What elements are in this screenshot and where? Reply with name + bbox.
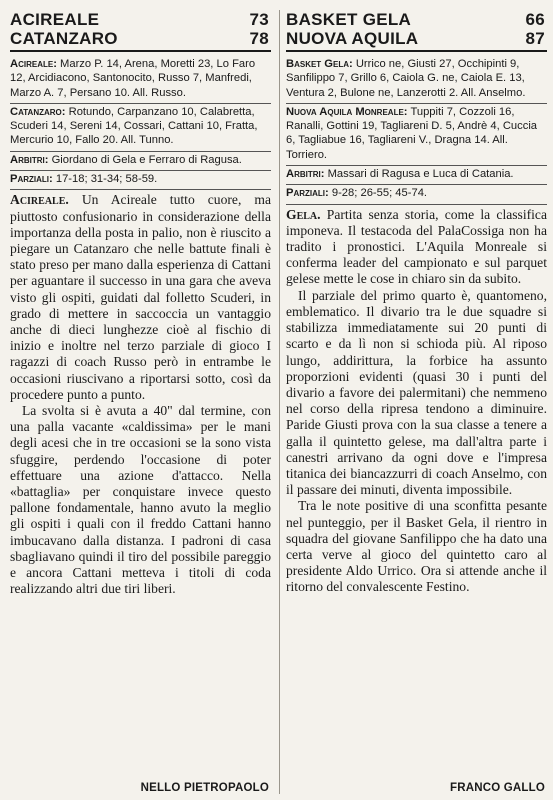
score-row-away xyxy=(286,29,547,52)
referees xyxy=(286,166,547,185)
score-home: 66 xyxy=(525,10,545,29)
roster-home-label: Acireale: xyxy=(10,58,57,70)
partials xyxy=(286,185,547,204)
paragraph xyxy=(10,192,271,403)
team-away: NUOVA AQUILA xyxy=(286,29,419,48)
partials-label: Parziali: xyxy=(286,187,329,200)
paragraph: La svolta si è avuta a 40" dal termine, con una palla vacante «caldissima» per le mani degli acesi che in tre occasioni se la sono vista sfuggire, perdendo l'occasione di poter effettuare una azione d'attacco. Nella «battaglia» per conquistare invece questo pallone fondamentale, hanno avuto la meglio gli ospiti i quali con il freddo Cattani hanno imbucavano dalla distanza. I padroni di casa sbagliavano quindi il tiro del possibile pareggio e ancora Cattani metteva i titoli di coda realizzando altri due tiri liberi. xyxy=(10,403,271,597)
roster-away xyxy=(10,104,271,152)
paragraph: Il parziale del primo quarto è, quantomeno, emblematico. Il divario tra le due squadre si stabilizza immediatamente sui 20 punti di scarto e da lì non si schioda più. Al riposo lungo, addirittura, la forbice ha assunto proporzioni evidenti (quasi 30 i punti del divario a favore dei palermitani) che nemmeno nel corso della ripresa tendono a diminuire. Paride Giusti prova con la sua classe a tenere a galla il quintetto gelese, ma dall'altra parte i canestri arrivano da ogni dove e l'impresa titanica dei biancazzurri di coach Anselmo, con il passare dei minuti, diventa impossibile. xyxy=(286,287,547,498)
score-row-home xyxy=(286,10,547,29)
score-home: 73 xyxy=(249,10,269,29)
team-away: CATANZARO xyxy=(10,29,118,48)
roster-home xyxy=(10,56,271,104)
partials-text: 9-28; 26-55; 45-74. xyxy=(331,187,428,200)
author-signature: FRANCO GALLO xyxy=(449,782,545,794)
article-gela-aquila xyxy=(279,10,547,794)
score-away: 87 xyxy=(525,29,545,48)
referees-label: Arbitri: xyxy=(286,168,325,181)
score-row-home xyxy=(10,10,271,29)
referees xyxy=(10,152,271,171)
author-signature: NELLO PIETROPAOLO xyxy=(140,782,269,794)
roster-away-text: Tuppiti 7, Cozzoli 16, Ranalli, Gottini 19, Tagliareni D. 5, Andrè 4, Cuccia 6, Tagliabue 16, Tagliareni V., Dragna 14. All. Torriero. xyxy=(286,105,538,161)
team-home: ACIREALE xyxy=(10,10,100,29)
team-home: BASKET GELA xyxy=(286,10,412,29)
roster-away-label: Catanzaro: xyxy=(10,105,66,118)
paragraph-text: Un Acireale tutto cuore, ma piuttosto confusionario in considerazione della importanza della posta in palio, non è riuscito a piegare un Catanzaro che nelle battute finali è stato preso per mano dalla esperienza di Cattani per aguantare il successo in una gara che aveva visto gli ospiti, guidati dal folletto Scuderi, in grado di mettere in saccoccia un vantaggio anche di dieci lunghezze cioè al fischio di inizio e inoltre nel terzo parziale di gioco I ragazzi di coach Russo però in entrambe le occasioni riuscivano a riportarsi sotto, così da procedere punto a punto. xyxy=(10,192,271,402)
paragraph-text: Partita senza storia, come la classifica imponeva. Il testacoda del PalaCossiga non ha tradito i pronostici. L'Aquila Monreale si conferma leader del campionato e sul parquet gelese mette le cose in chiaro sin da subito. xyxy=(286,206,547,287)
paragraph: Tra le note positive di una sconfitta pesante nel punteggio, per il Basket Gela, il rientro in squadra del giovane Sanfilippo che ha dato una certa verve al gioco del quintetto caro al presidente Aldo Urrico. Ora si attende anche il ritorno del convalescente Festino. xyxy=(286,498,547,595)
partials xyxy=(10,171,271,190)
roster-away-text: Rotundo, Carpanzano 10, Calabretta, Scuderi 14, Sereni 14, Cossari, Cattani 10, Fratta, Mercurio 10, Fallo 20. All. Tunno. xyxy=(10,105,258,147)
roster-home-text: Marzo P. 14, Arena, Moretti 23, Lo Faro 12, Arcidiacono, Santonocito, Russo 7, Manfredi, Marzo A. 7, Persano 10. All. Russo. xyxy=(10,58,256,99)
article-body xyxy=(10,192,271,597)
paragraph xyxy=(286,207,547,288)
referees-text: Giordano di Gela e Ferraro di Ragusa. xyxy=(51,153,242,166)
score-away: 78 xyxy=(249,29,269,48)
roster-away xyxy=(286,104,547,166)
dateline: Acireale. xyxy=(10,192,69,208)
referees-text: Massari di Ragusa e Luca di Catania. xyxy=(327,168,514,181)
roster-home-label: Basket Gela: xyxy=(286,58,353,70)
article-acireale-catanzaro xyxy=(10,10,271,794)
score-row-away xyxy=(10,29,271,52)
roster-home-text: Urrico ne, Giusti 27, Occhipinti 9, Sanfilippo 7, Grillo 6, Caiola G. ne, Caiola E. 13, Ventura 2, Bulone ne, Lanzerotti 2. All. Anselmo. xyxy=(286,58,526,99)
partials-label: Parziali: xyxy=(10,173,53,186)
roster-away-label: Nuova Aquila Monreale: xyxy=(286,105,408,118)
article-body xyxy=(286,207,547,596)
dateline: Gela. xyxy=(286,206,321,222)
partials-text: 17-18; 31-34; 58-59. xyxy=(55,173,158,186)
roster-home xyxy=(286,56,547,104)
referees-label: Arbitri: xyxy=(10,153,49,166)
